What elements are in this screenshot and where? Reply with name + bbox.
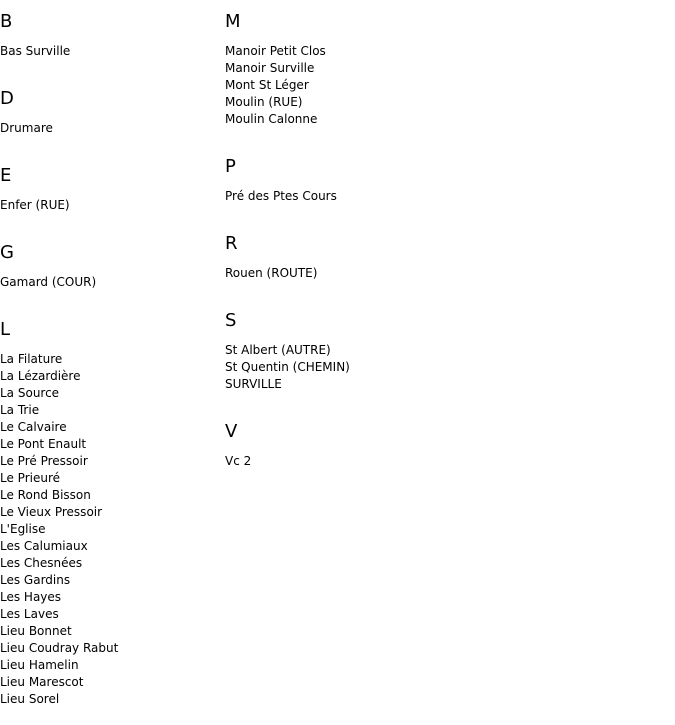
letter-group-v	[225, 410, 525, 487]
street-link[interactable]: Lieu Marescot	[0, 675, 84, 689]
street-link[interactable]: Le Pont Enault	[0, 437, 87, 451]
letter-group-g	[0, 231, 220, 308]
street-link[interactable]: Moulin Calonne	[225, 112, 318, 126]
letter-heading: L	[0, 319, 11, 340]
street-link[interactable]: St Quentin (CHEMIN)	[225, 360, 350, 374]
street-link[interactable]: La Source	[0, 386, 60, 400]
street-link[interactable]: Le Prieuré	[0, 471, 61, 485]
street-link[interactable]: Lieu Bonnet	[0, 624, 72, 638]
street-list	[0, 197, 220, 214]
letter-group-b	[0, 0, 220, 77]
street-link[interactable]: Gamard (COUR)	[0, 275, 97, 289]
street-index-right-column	[225, 0, 525, 487]
letter-heading: D	[0, 88, 14, 109]
street-link[interactable]: Rouen (ROUTE)	[225, 266, 318, 280]
street-link[interactable]: Bas Surville	[0, 44, 71, 58]
letter-heading: S	[225, 310, 237, 331]
street-link[interactable]: SURVILLE	[225, 377, 282, 391]
street-link[interactable]: La Lézardière	[0, 369, 81, 383]
street-link[interactable]: Les Gardins	[0, 573, 71, 587]
letter-heading: M	[225, 11, 241, 32]
street-list	[0, 274, 220, 291]
street-link[interactable]: Les Hayes	[0, 590, 62, 604]
street-list	[225, 43, 525, 128]
street-list	[0, 351, 220, 708]
letter-heading: R	[225, 233, 238, 254]
street-list	[0, 120, 220, 137]
street-link[interactable]: Vc 2	[225, 454, 252, 468]
street-link[interactable]: Pré des Ptes Cours	[225, 189, 337, 203]
street-link[interactable]: La Filature	[0, 352, 63, 366]
street-link[interactable]: La Trie	[0, 403, 40, 417]
letter-heading: G	[0, 242, 14, 263]
street-link[interactable]: Enfer (RUE)	[0, 198, 70, 212]
street-list	[0, 43, 220, 60]
letter-group-p	[225, 145, 525, 222]
letter-group-l	[0, 308, 220, 725]
street-link[interactable]: Moulin (RUE)	[225, 95, 303, 109]
street-link[interactable]: Le Rond Bisson	[0, 488, 91, 502]
letter-heading: P	[225, 156, 236, 177]
street-link[interactable]: Manoir Petit Clos	[225, 44, 326, 58]
street-list	[225, 453, 525, 470]
street-link[interactable]: Les Chesnées	[0, 556, 83, 570]
letter-heading: V	[225, 421, 238, 442]
letter-heading: B	[0, 11, 13, 32]
street-link[interactable]: St Albert (AUTRE)	[225, 343, 331, 357]
street-link[interactable]: Drumare	[0, 121, 53, 135]
street-link[interactable]: Lieu Coudray Rabut	[0, 641, 119, 655]
street-list	[225, 265, 525, 282]
street-list	[225, 188, 525, 205]
street-link[interactable]: Lieu Hamelin	[0, 658, 79, 672]
street-link[interactable]: Les Calumiaux	[0, 539, 88, 553]
street-link[interactable]: Les Laves	[0, 607, 59, 621]
letter-group-e	[0, 154, 220, 231]
street-link[interactable]: Le Vieux Pressoir	[0, 505, 103, 519]
street-link[interactable]: L'Eglise	[0, 522, 46, 536]
street-link[interactable]: Le Calvaire	[0, 420, 67, 434]
letter-group-r	[225, 222, 525, 299]
street-link[interactable]: Manoir Surville	[225, 61, 315, 75]
street-list	[225, 342, 525, 393]
street-link[interactable]: Le Pré Pressoir	[0, 454, 88, 468]
street-link[interactable]: Mont St Léger	[225, 78, 309, 92]
letter-group-s	[225, 299, 525, 410]
letter-heading: E	[0, 165, 12, 186]
street-link[interactable]: Lieu Sorel	[0, 692, 60, 706]
street-index-left-column	[0, 0, 220, 725]
letter-group-m	[225, 0, 525, 145]
letter-group-d	[0, 77, 220, 154]
